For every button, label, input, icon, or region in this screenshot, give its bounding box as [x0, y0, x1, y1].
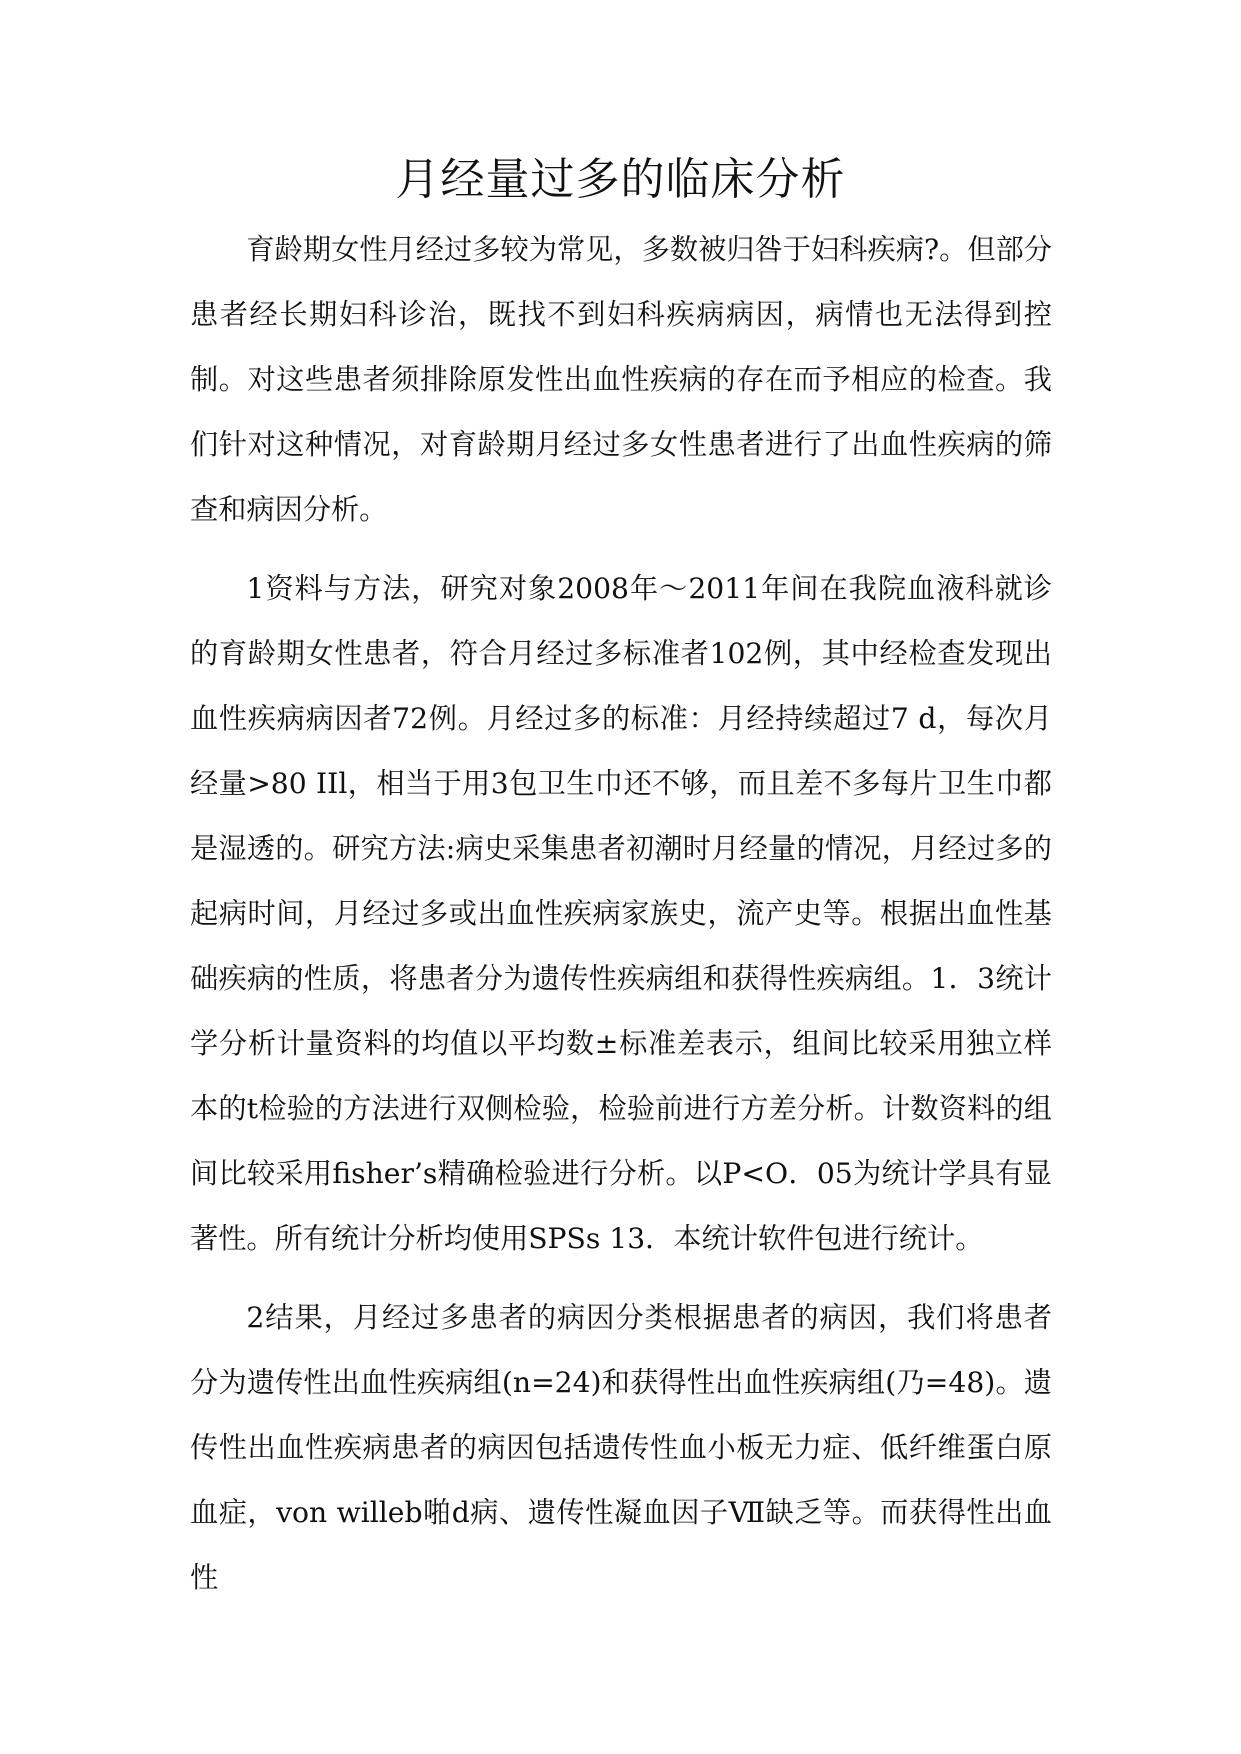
document-body [190, 217, 1052, 1610]
document-title: 月经量过多的临床分析 [395, 154, 846, 205]
paragraph-intro: 育龄期女性月经过多较为常见，多数被归咎于妇科疾病?。但部分患者经长期妇科诊治，既找不到妇科疾病病因，病情也无法得到控制。对这些患者须排除原发性出血性疾病的存在而予相应的检查。我们针对这种情况，对育龄期月经过多女性患者进行了出血性疾病的筛查和病因分析。 [190, 233, 1052, 526]
paragraph-methods: 1资料与方法，研究对象2008年～2011年间在我院血液科就诊的育龄期女性患者，符合月经过多标准者102例，其中经检查发现出血性疾病病因者72例。月经过多的标准：月经持续超过7 d，每次月经量>80 IIl，相当于用3包卫生巾还不够，而且差不多每片卫生巾都是湿透的。研究方法:病史采集患者初潮时月经量的情况，月经过多的起病时间，月经过多或出血性疾病家族史，流产史等。根据出血性基础疾病的性质，将患者分为遗传性疾病组和获得性疾病组。1．3统计学分析计量资料的均值以平均数±标准差表示，组间比较采用独立样本的t检验的方法进行双侧检验，检验前进行方差分析。计数资料的组间比较采用fisher’s精确检验进行分析。以P<O．05为统计学具有显著性。所有统计分析均使用SPSs 13．本统计软件包进行统计。 [190, 572, 1052, 1255]
paragraph-results: 2结果，月经过多患者的病因分类根据患者的病因，我们将患者分为遗传性出血性疾病组(n=24)和获得性出血性疾病组(乃=48)。遗传性出血性疾病患者的病因包括遗传性血小板无力症、低纤维蛋白原血症，von willeb啪d病、遗传性凝血因子Ⅶ缺乏等。而获得性出血性 [190, 1301, 1052, 1594]
